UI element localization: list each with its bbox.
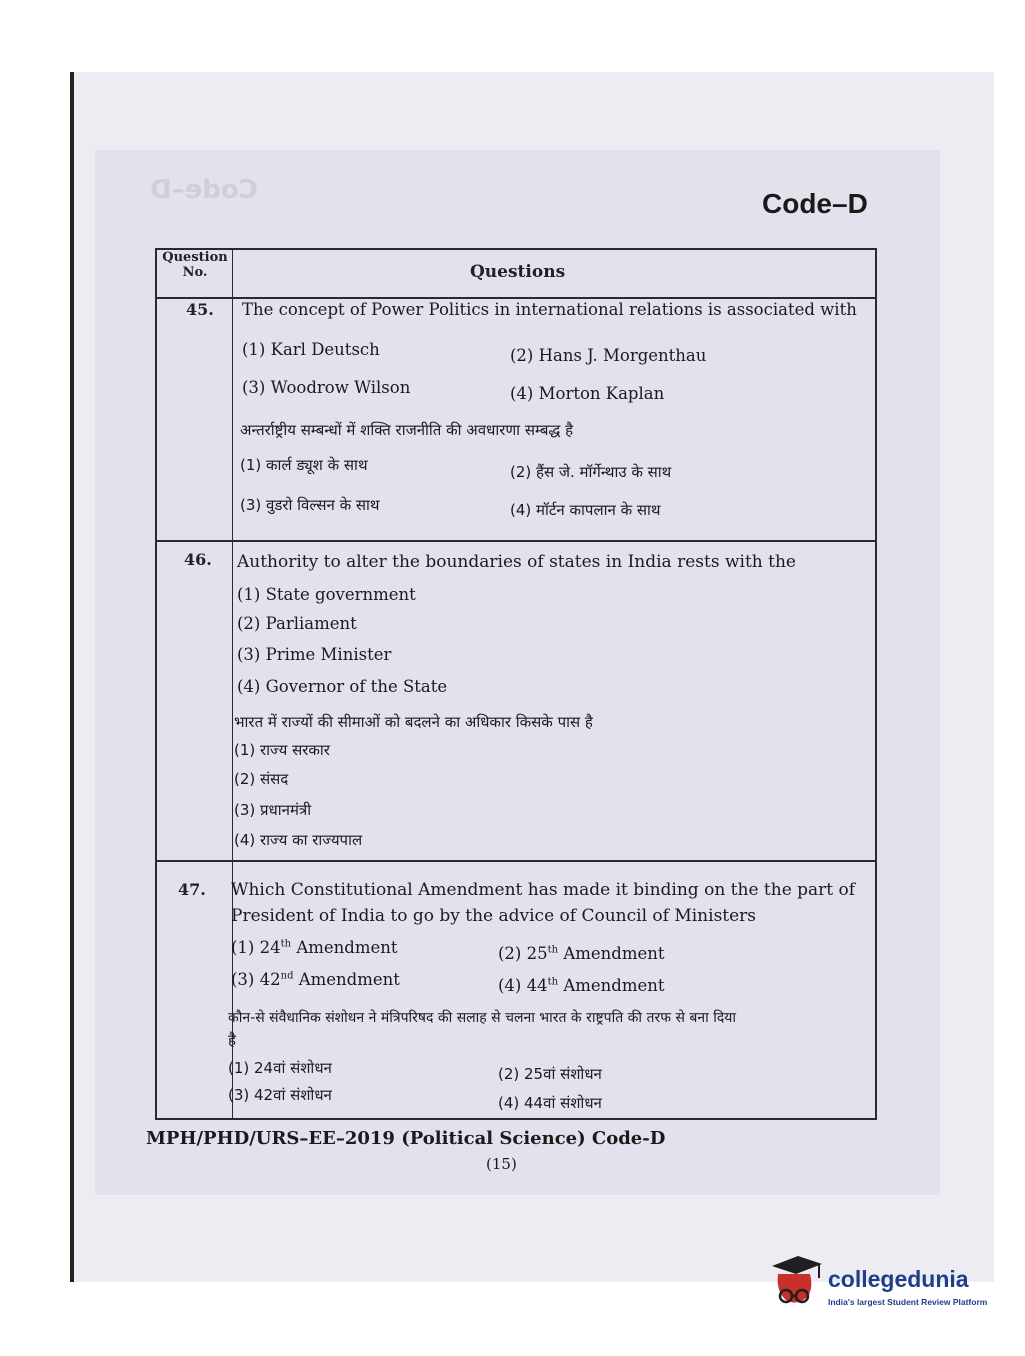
q47-hindi-stem-line1: कौन-से संवैधानिक संशोधन ने मंत्रिपरिषद की सलाह से चलना भारत के राष्ट्रपति की तरफ से बना दिया (228, 1010, 736, 1026)
question-number-45: 45. (186, 300, 214, 319)
row-rule-45-46 (155, 540, 877, 542)
q47-option-4-en-text: (4) 44 (498, 976, 548, 995)
q47-option-2-en (498, 944, 665, 963)
q47-hindi-stem-line2: है (228, 1031, 236, 1049)
show-through-ghost: Code–D (150, 175, 258, 205)
q45-option-3-en: (3) Woodrow Wilson (242, 378, 411, 397)
page-number: (15) (486, 1155, 517, 1173)
q47-option-3-en-ordinal: nd (280, 970, 294, 982)
q47-option-1-en-ordinal: th (280, 938, 292, 950)
q46-option-1-hi: (1) राज्य सरकार (234, 741, 330, 759)
row-rule-46-47 (155, 860, 877, 862)
q47-option-2-en-ordinal: th (547, 944, 559, 956)
q47-option-4-en-ordinal: th (547, 976, 559, 988)
q45-option-4-en: (4) Morton Kaplan (510, 384, 665, 403)
q47-option-4-hi: (4) 44वां संशोधन (498, 1094, 602, 1112)
column-divider (232, 248, 233, 1120)
q45-hindi-stem: अन्तर्राष्ट्रीय सम्बन्धों में शक्ति राजनीति की अवधारणा सम्बद्ध है (240, 421, 574, 439)
q47-option-2-hi: (2) 25वां संशोधन (498, 1065, 602, 1083)
q47-option-3-en (231, 970, 400, 989)
q46-option-2-hi: (2) संसद (234, 770, 289, 788)
logo-wordmark: collegedunia (828, 1266, 969, 1292)
logo-tagline: India's largest Student Review Platform (828, 1297, 988, 1307)
q47-option-2-en-text: (2) 25 (498, 944, 548, 963)
q45-option-2-hi: (2) हैंस जे. मॉर्गेन्थाउ के साथ (510, 463, 672, 481)
q46-english-stem: Authority to alter the boundaries of states in India rests with the (237, 552, 796, 572)
q47-option-1-en-suffix: Amendment (291, 938, 398, 957)
q46-option-3-hi: (3) प्रधानमंत्री (234, 801, 312, 819)
header-rule (155, 297, 877, 299)
q46-option-2-en: (2) Parliament (237, 614, 357, 633)
q45-english-stem: The concept of Power Politics in international relations is associated with (242, 300, 857, 319)
q46-option-4-en: (4) Governor of the State (237, 677, 448, 696)
question-number-46: 46. (184, 550, 212, 569)
q47-option-1-en (231, 938, 398, 957)
q47-option-3-en-suffix: Amendment (293, 970, 400, 989)
q45-option-1-hi: (1) कार्ल ड्यूश के साथ (240, 456, 368, 474)
q47-option-4-en-suffix: Amendment (558, 976, 665, 995)
q47-english-stem-line2: President of India to go by the advice of Council of Ministers (231, 906, 757, 926)
q47-option-3-hi: (3) 42वां संशोधन (228, 1086, 332, 1104)
column-header-questions: Questions (470, 262, 566, 282)
q47-option-4-en (498, 976, 665, 995)
collegedunia-logo (768, 1252, 998, 1322)
q47-option-3-en-text: (3) 42 (231, 970, 281, 989)
paper-code: Code–D (762, 188, 868, 219)
q46-option-3-en: (3) Prime Minister (237, 645, 392, 664)
q47-option-1-hi: (1) 24वां संशोधन (228, 1059, 332, 1077)
q45-option-1-en: (1) Karl Deutsch (242, 340, 380, 359)
q46-option-1-en: (1) State government (237, 585, 416, 604)
column-header-question-no: Question No. (162, 250, 228, 280)
q45-option-4-hi: (4) मॉर्टन कापलान के साथ (510, 501, 661, 519)
q45-option-2-en: (2) Hans J. Morgenthau (510, 346, 707, 365)
q46-hindi-stem: भारत में राज्यों की सीमाओं को बदलने का अधिकार किसके पास है (234, 713, 593, 731)
q47-english-stem-line1: Which Constitutional Amendment has made it binding on the the part of (231, 880, 856, 900)
q45-option-3-hi: (3) वुडरो विल्सन के साथ (240, 496, 380, 514)
graduate-mascot-icon (768, 1252, 824, 1318)
q46-option-4-hi: (4) राज्य का राज्यपाल (234, 831, 363, 849)
question-number-47: 47. (178, 880, 206, 899)
q47-option-2-en-suffix: Amendment (558, 944, 665, 963)
exam-footer: MPH/PHD/URS–EE–2019 (Political Science) Code-D (146, 1128, 666, 1149)
q47-option-1-en-text: (1) 24 (231, 938, 281, 957)
